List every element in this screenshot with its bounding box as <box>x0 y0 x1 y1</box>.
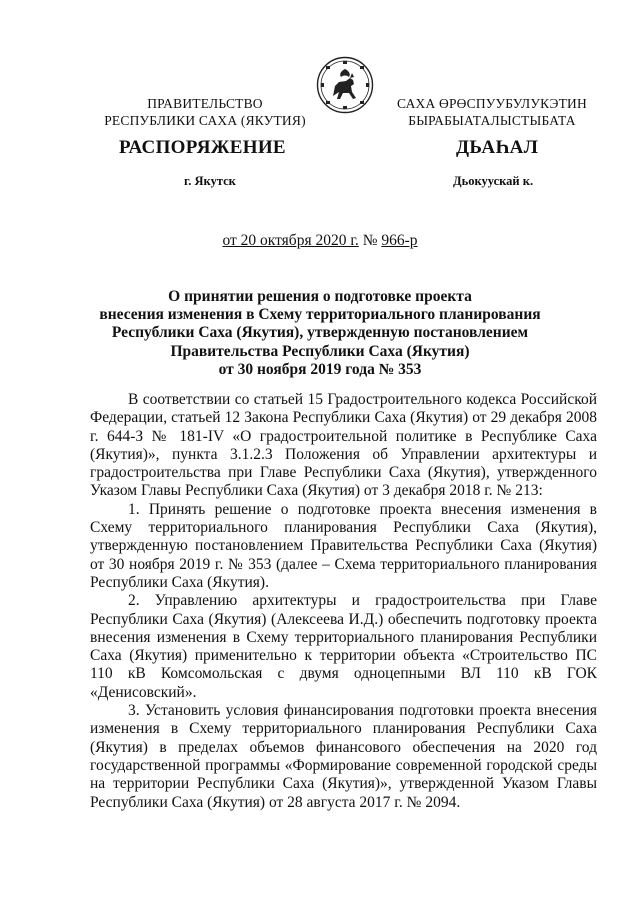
title-line: Правительства Республики Саха (Якутия) <box>170 342 470 360</box>
document-title <box>90 288 550 379</box>
right-org-line-2: БЫРАБЫАТАЛЫСТЫБАТА <box>408 113 576 128</box>
right-organization-name <box>392 95 592 129</box>
title-line: от 30 ноября 2019 года № 353 <box>218 360 422 378</box>
title-line: О принятии решения о подготовке проекта <box>168 288 472 305</box>
number-sign: № <box>358 232 382 249</box>
left-organization-name <box>95 95 315 129</box>
document-number: 966-р <box>381 232 418 249</box>
title-line: Республики Саха (Якутия), утвержденную постановлением <box>111 324 529 342</box>
emblem-icon <box>316 56 374 114</box>
doc-type-yakut: ДЬАҺАЛ <box>456 137 539 158</box>
coat-of-arms-emblem <box>316 56 374 114</box>
city-yakut: Дьокуускай к. <box>453 174 534 188</box>
clause-2-paragraph: 2. Управлению архитектуры и градостроительства при Главе Республики Саха (Якутия) (Алексеева И.Д.) обеспечить подготовку проекта внесения изменения в Схему территориального планирования Республики Саха (Якутия) применительно к территории объекта «Строительство ПС 110 кВ Комсомольская с двумя одноцепными ВЛ 110 кВ ГОК «Денисовский». <box>90 592 597 701</box>
preamble-paragraph: В соответствии со статьей 15 Градостроительного кодекса Российской Федерации, статьей 12 Закона Республики Саха (Якутия) от 29 декабря 2008 г. 644-З № 181-IV «О градостроительной политике в Республике Саха (Якутия)», пункта 3.1.2.3 Положения об Управлении архитектуры и градостроительства при Главе Республики Саха (Якутия), утвержденного Указом Главы Республики Саха (Якутия) от 3 декабря 2018 г. № 213: <box>90 391 597 500</box>
document-body <box>90 391 597 812</box>
title-line: внесения изменения в Схему территориального планирования <box>99 306 541 324</box>
document-date-number <box>0 232 640 250</box>
document-date: 20 октября 2020 г. <box>240 232 359 249</box>
doc-type-russian: РАСПОРЯЖЕНИЕ <box>119 137 286 158</box>
right-org-line-1: САХА ӨРӨСПУУБУЛУКЭТИН <box>397 96 587 111</box>
city-russian: г. Якутск <box>184 174 236 188</box>
date-prefix: от <box>222 232 241 249</box>
clause-1-paragraph: 1. Принять решение о подготовке проекта внесения изменения в Схему территориального планирования Республики Саха (Якутия), утвержденную постановлением Правительства Республики Саха (Якутия) от 30 ноября 2019 г. № 353 (далее – Схема территориального планирования Республики Саха (Якутия). <box>90 500 597 591</box>
left-org-line-1: ПРАВИТЕЛЬСТВО <box>147 96 263 111</box>
left-org-line-2: РЕСПУБЛИКИ САХА (ЯКУТИЯ) <box>104 113 306 128</box>
clause-3-paragraph: 3. Установить условия финансирования подготовки проекта внесения изменения в Схему территориального планирования Республики Саха (Якутия) в пределах объемов финансового обеспечения на 2020 год государственной программы «Формирование современной городской среды на территории Республики Саха (Якутия)», утвержденной Указом Главы Республики Саха (Якутия) от 28 августа 2017 г. № 2094. <box>90 702 597 811</box>
